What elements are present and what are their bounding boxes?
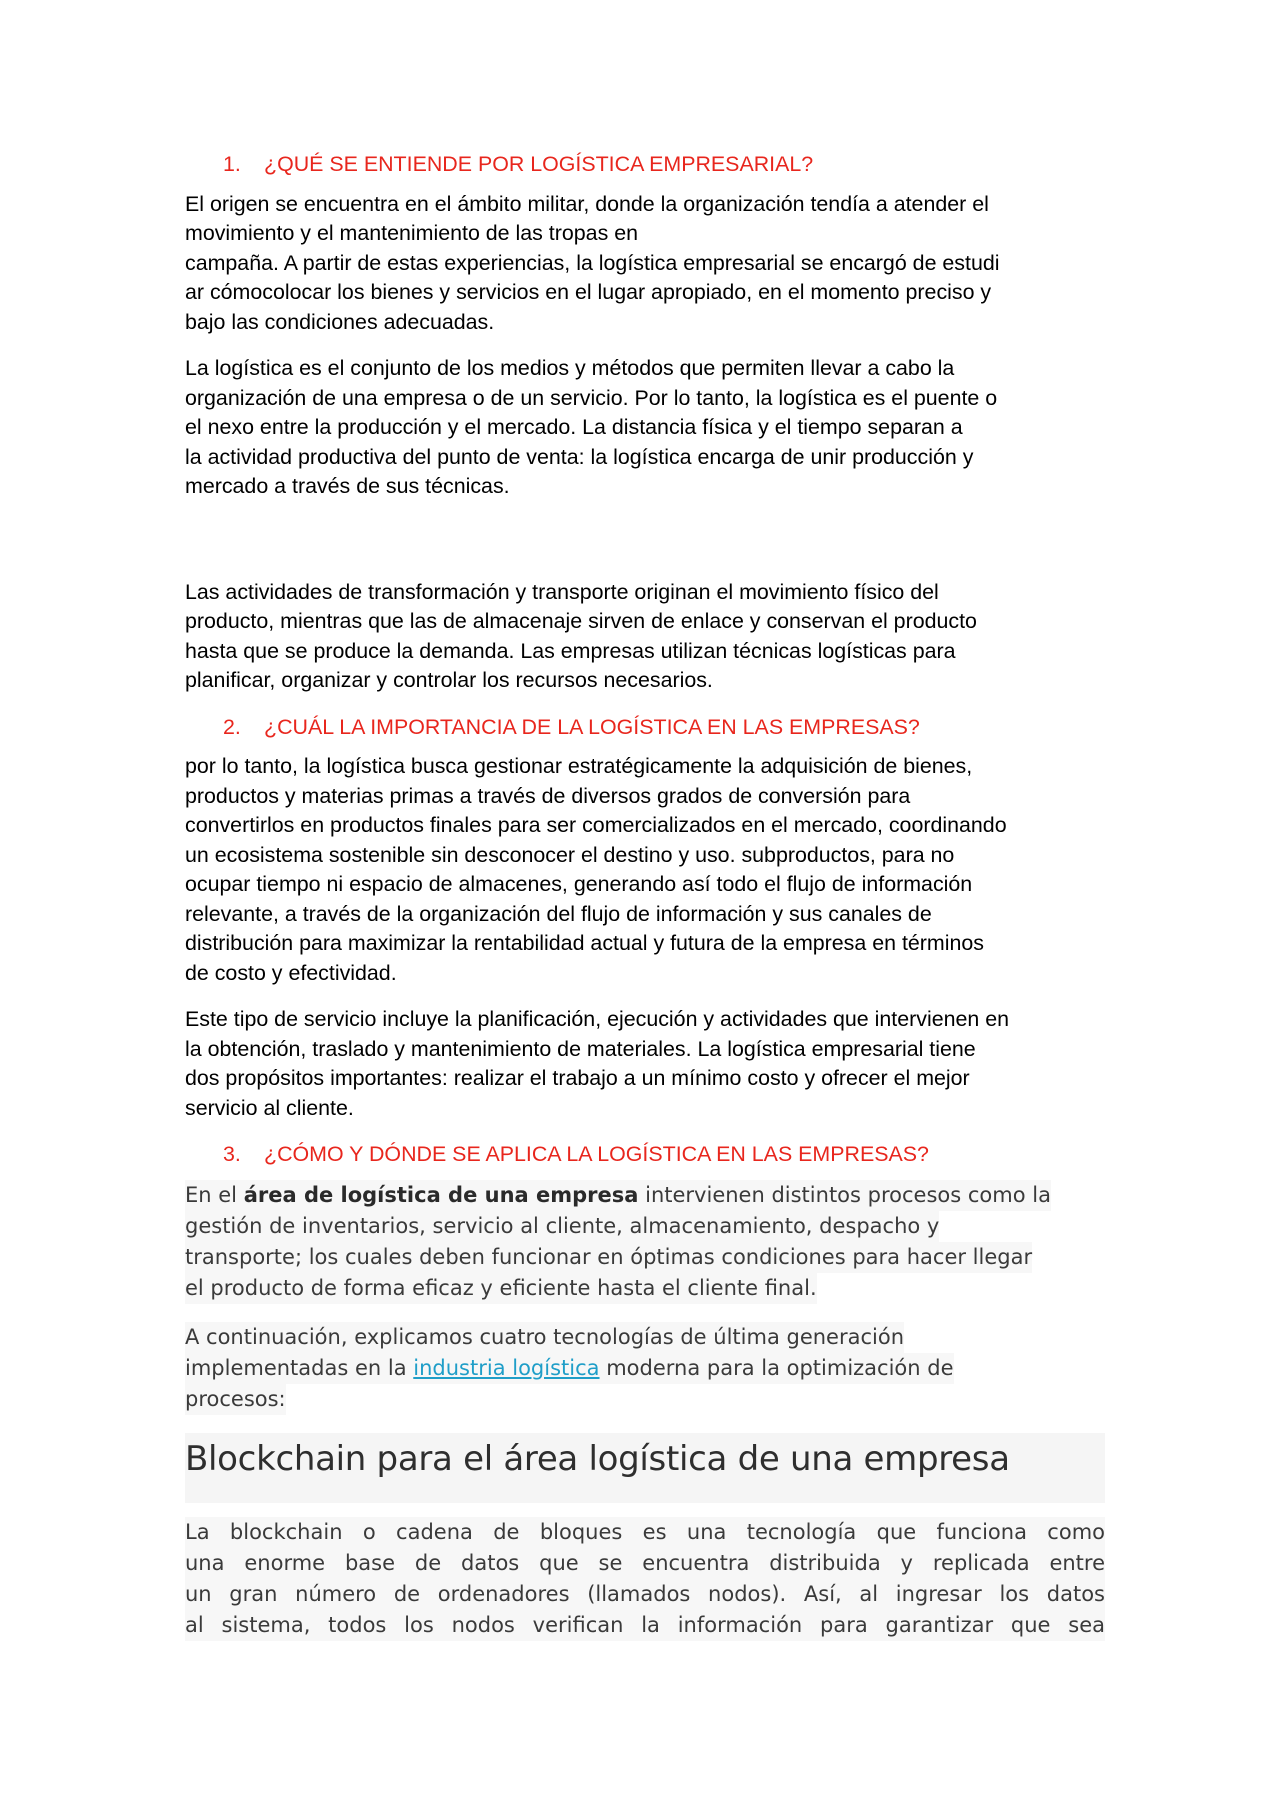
text-line: un gran número de ordenadores (llamados nodos). Así, al ingresar los datos (185, 1579, 1105, 1610)
text-line: gestión de inventarios, servicio al cliente, almacenamiento, despacho y (185, 1211, 939, 1242)
paragraph-servicio (185, 1005, 1105, 1123)
text-line: ar cómocolocar los bienes y servicios en el lugar apropiado, en el momento preciso y (185, 280, 992, 304)
text-line: procesos: (185, 1384, 286, 1415)
text-fragment: intervienen distintos procesos como la (638, 1182, 1051, 1207)
heading-1 (185, 150, 1105, 180)
text-line: La blockchain o cadena de bloques es una tecnología que funciona como (185, 1517, 1105, 1548)
text-line: bajo las condiciones adecuadas. (185, 309, 495, 334)
bold-phrase: área de logística de una empresa (243, 1182, 639, 1207)
industria-logistica-link[interactable]: industria logística (413, 1355, 600, 1380)
text-line: distribución para maximizar la rentabilidad actual y futura de la empresa en términos (185, 931, 984, 955)
text-line: Las actividades de transformación y transporte originan el movimiento físico del (185, 579, 939, 604)
text-line: dos propósitos importantes: realizar el trabajo a un mínimo costo y ofrecer el mejor (185, 1066, 970, 1090)
paragraph-area-logistica (185, 1180, 1105, 1304)
text-line: convertirlos en productos finales para ser comercializados en el mercado, coordinando (185, 813, 1007, 837)
text-line: el producto de forma eficaz y eficiente hasta el cliente final. (185, 1273, 817, 1304)
paragraph-actividades (185, 578, 1105, 696)
paragraph-importancia (185, 752, 1105, 988)
text-line: La logística es el conjunto de los medios y métodos que permiten llevar a cabo la (185, 356, 955, 380)
text-line (185, 1353, 954, 1384)
text-line: productos y materias primas a través de diversos grados de conversión para (185, 783, 911, 808)
text-line: la obtención, traslado y mantenimiento de materiales. La logística empresarial tiene (185, 1036, 976, 1061)
text-fragment: implementadas en la (185, 1355, 414, 1380)
text-line: mercado a través de sus técnicas. (185, 474, 510, 498)
paragraph-definicion (185, 354, 1105, 502)
document-page (185, 150, 1105, 1659)
text-line: por lo tanto, la logística busca gestionar estratégicamente la adquisición de bienes, (185, 754, 973, 778)
heading-2 (185, 713, 1105, 743)
text-line: el nexo entre la producción y el mercado. La distancia física y el tiempo separan a (185, 415, 963, 439)
text-line: producto, mientras que las de almacenaje sirven de enlace y conservan el producto (185, 609, 977, 633)
text-line: Este tipo de servicio incluye la planificación, ejecución y actividades que intervienen en (185, 1007, 1010, 1031)
heading-3-title: ¿CÓMO Y DÓNDE SE APLICA LA LOGÍSTICA EN LAS EMPRESAS? (264, 1142, 929, 1166)
paragraph-blockchain (185, 1517, 1105, 1641)
text-fragment: En el (185, 1182, 244, 1207)
text-line: la actividad productiva del punto de venta: la logística encarga de unir producción y (185, 444, 974, 469)
text-line (185, 1180, 1051, 1211)
heading-2-title: ¿CUÁL LA IMPORTANCIA DE LA LOGÍSTICA EN LAS EMPRESAS? (264, 714, 920, 739)
text-line: hasta que se produce la demanda. Las empresas utilizan técnicas logísticas para (185, 638, 956, 663)
heading-2-number: 2. (223, 714, 241, 739)
text-line: servicio al cliente. (185, 1095, 354, 1120)
heading-1-title: ¿QUÉ SE ENTIENDE POR LOGÍSTICA EMPRESARIAL? (264, 152, 814, 176)
text-line: al sistema, todos los nodos verifican la información para garantizar que sea (185, 1610, 1105, 1641)
text-line: El origen se encuentra en el ámbito militar, donde la organización tendía a atender el (185, 191, 989, 216)
heading-3-number: 3. (223, 1142, 241, 1166)
heading-1-number: 1. (223, 152, 241, 176)
blockchain-subheading: Blockchain para el área logística de una empresa (185, 1433, 1105, 1503)
text-line: campaña. A partir de estas experiencias, la logística empresarial se encargó de estudi (185, 250, 1000, 275)
text-fragment: moderna para la optimización de (599, 1355, 954, 1380)
text-line: un ecosistema sostenible sin desconocer el destino y uso. subproductos, para no (185, 842, 955, 867)
text-line: transporte; los cuales deben funcionar en óptimas condiciones para hacer llegar (185, 1242, 1032, 1273)
text-line: una enorme base de datos que se encuentra distribuida y replicada entre (185, 1548, 1105, 1579)
text-line: relevante, a través de la organización del flujo de información y sus canales de (185, 901, 932, 926)
heading-3 (185, 1140, 1105, 1170)
text-line: planificar, organizar y controlar los recursos necesarios. (185, 668, 713, 692)
text-line: de costo y efectividad. (185, 960, 397, 985)
text-line: organización de una empresa o de un servicio. Por lo tanto, la logística es el puente o (185, 385, 998, 410)
text-line: ocupar tiempo ni espacio de almacenes, generando así todo el flujo de información (185, 872, 973, 896)
paragraph-tecnologias (185, 1322, 1105, 1415)
text-line: A continuación, explicamos cuatro tecnologías de última generación (185, 1322, 904, 1353)
paragraph-origen (185, 190, 1105, 338)
text-line: movimiento y el mantenimiento de las tropas en (185, 221, 638, 245)
blank-space (185, 519, 1105, 578)
